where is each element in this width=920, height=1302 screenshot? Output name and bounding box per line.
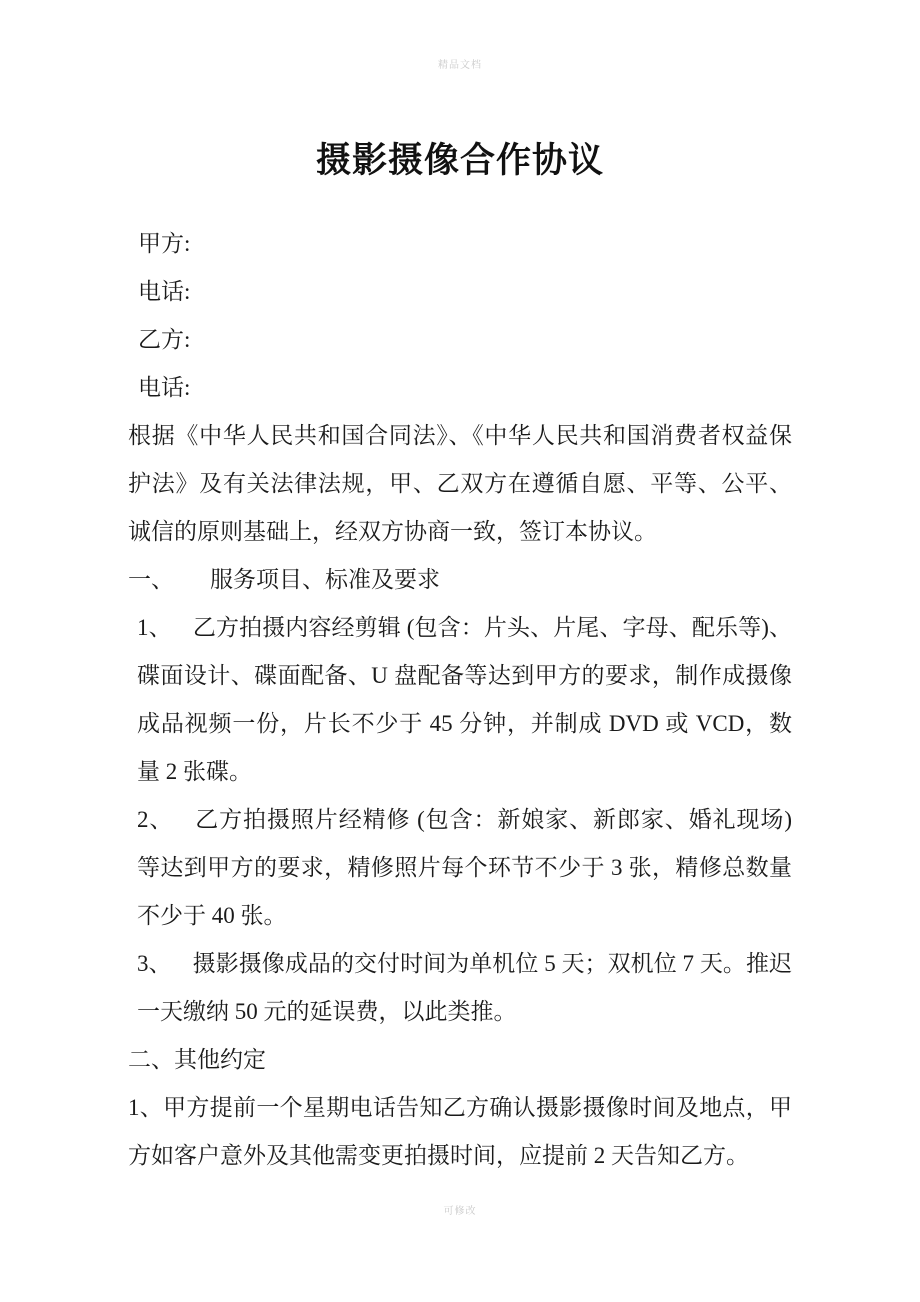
document-title: 摄影摄像合作协议 <box>315 141 604 180</box>
preamble-paragraph: 根据《中华人民共和国合同法》、《中华人民共和国消费者权益保护法》及有关法律法规，甲、乙双方在遵循自愿、平等、公平、诚信的原则基础上，经双方协商一致，签订本协议。 <box>128 423 792 544</box>
item-number: 3、 <box>137 951 172 976</box>
list-item <box>128 796 792 940</box>
item-number: 1、 <box>137 615 172 640</box>
party-a-phone-label: 电话: <box>138 279 191 304</box>
party-a-label: 甲方: <box>138 231 191 256</box>
item-text: 乙方拍摄内容经剪辑 (包含：片头、片尾、字母、配乐等)、碟面设计、碟面配备、U 盘配备等达到甲方的要求，制作成摄像成品视频一份，片长不少于 45 分钟，并制成 DVD 或 VCD，数量 2 张碟。 <box>137 615 792 784</box>
item-number: 2、 <box>137 807 174 832</box>
footer-watermark: 可修改 <box>443 1206 477 1217</box>
section1-heading <box>128 556 792 604</box>
list-item <box>128 604 792 796</box>
list-item <box>128 940 792 1036</box>
section2-heading: 二、其他约定 <box>128 1047 266 1072</box>
party-b-label: 乙方: <box>138 327 191 352</box>
document-body <box>128 220 792 1180</box>
item-text: 摄影摄像成品的交付时间为单机位 5 天；双机位 7 天。推迟一天缴纳 50 元的延误费，以此类推。 <box>137 951 793 1024</box>
party-b-phone-label: 电话: <box>138 375 191 400</box>
section1-number: 一、 <box>128 567 174 592</box>
header-watermark: 精品文档 <box>438 60 482 71</box>
item-text: 乙方拍摄照片经精修 (包含：新娘家、新郎家、婚礼现场) 等达到甲方的要求，精修照片每个环节不少于 3 张，精修总数量不少于 40 张。 <box>137 807 792 928</box>
section2-item: 1、甲方提前一个星期电话告知乙方确认摄影摄像时间及地点，甲方如客户意外及其他需变更拍摄时间，应提前 2 天告知乙方。 <box>128 1095 792 1168</box>
section1-title: 服务项目、标准及要求 <box>210 567 440 592</box>
